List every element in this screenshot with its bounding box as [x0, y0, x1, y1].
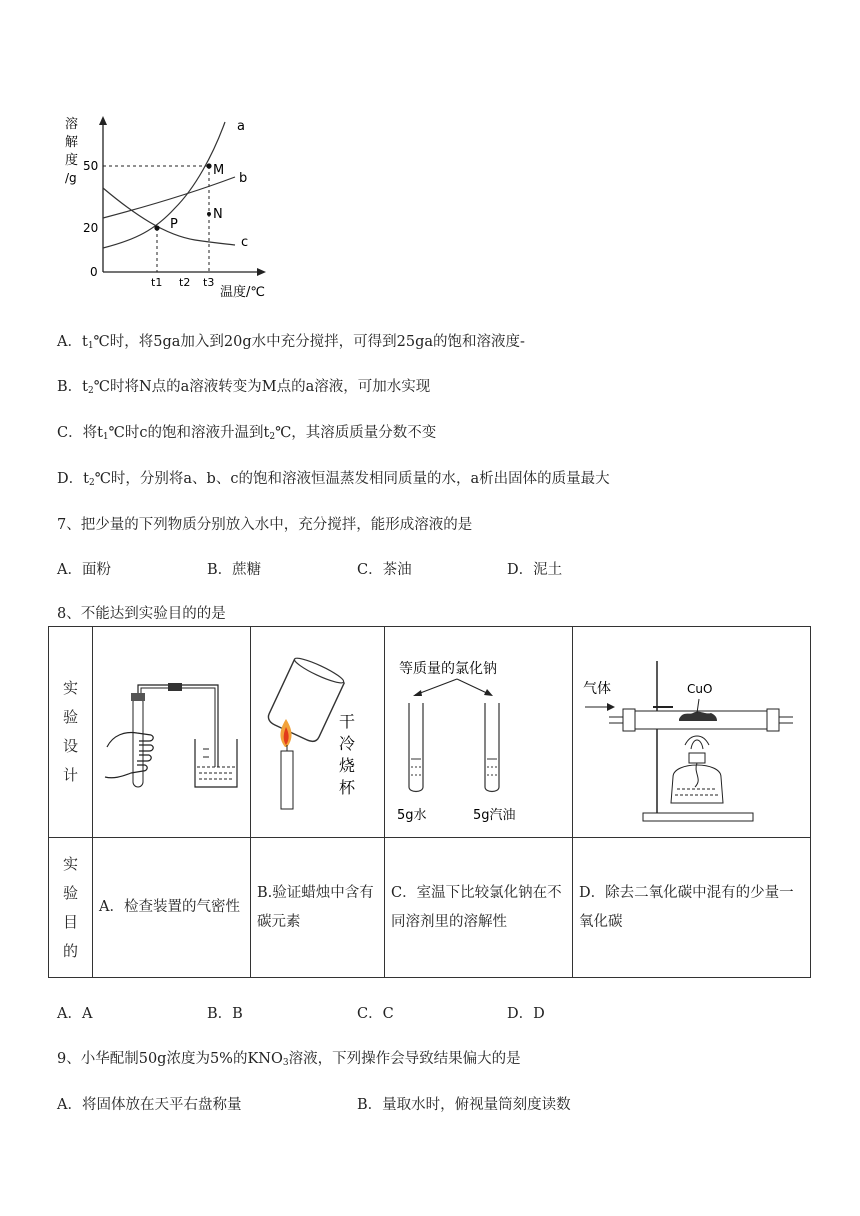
q8-option-d: D．D: [507, 1006, 545, 1022]
q7-option-b: B．蔗糖: [207, 562, 262, 578]
y-tick-0: 0: [90, 265, 98, 279]
goal-c: C．室温下比较氯化钠在不同溶剂里的溶解性: [385, 838, 573, 978]
q7-option-d: D．泥土: [507, 562, 563, 578]
solubility-graph: [55, 110, 285, 300]
curve-a: [103, 122, 225, 248]
goal-b: B.验证蜡烛中含有碳元素: [251, 838, 385, 978]
q8-option-b: B．B: [207, 1006, 243, 1022]
y-label-2: 解: [65, 135, 79, 150]
goal-a: A．检查装置的气密性: [93, 838, 251, 978]
q9-option-a: A．将固体放在天平右盘称量: [57, 1097, 242, 1113]
svg-text:等质量的氯化钠: 等质量的氯化钠: [399, 661, 497, 677]
y-tick-50: 50: [83, 159, 99, 173]
solubility-comparison-apparatus: [385, 627, 571, 833]
figure-c-cell: [385, 627, 573, 838]
q6-option-d: D．$t_2℃$时，分别将a、b、c的饱和溶液恒温蒸发相同质量的水，a析出固体的质量最大: [57, 471, 610, 488]
q8-option-c: C．C: [357, 1006, 394, 1022]
svg-text:气体: 气体: [583, 681, 611, 697]
figure-a-cell: [93, 627, 251, 838]
cuo-reduction-apparatus: [573, 627, 809, 833]
svg-text:5g水: 5g水: [397, 808, 427, 823]
figure-b-cell: [251, 627, 385, 838]
svg-text:烧: 烧: [339, 756, 356, 775]
svg-text:5g汽油: 5g汽油: [473, 808, 516, 823]
y-tick-20: 20: [83, 221, 99, 235]
q8-stem: 8、不能达到实验目的的是: [57, 606, 226, 622]
experiment-table: [48, 626, 811, 978]
point-label-n: N: [213, 207, 223, 222]
row-label-design: 实 验 设 计: [49, 627, 93, 838]
point-label-m: M: [213, 163, 225, 178]
candle-beaker-apparatus: [251, 627, 383, 833]
point-label-p: P: [170, 217, 178, 232]
x-tick-t1: t1: [151, 276, 163, 289]
y-label-1: 溶: [65, 117, 79, 132]
q8-option-a: A．A: [57, 1006, 93, 1022]
svg-text:冷: 冷: [339, 734, 356, 753]
curve-label-c: c: [241, 235, 249, 250]
q7-option-a: A．面粉: [57, 562, 111, 578]
row-label-goal: 实 验 目 的: [49, 838, 93, 978]
q6-option-c: C．将$t_1℃$时c的饱和溶液升温到$t_2℃$，其溶质质量分数不变: [57, 425, 437, 442]
goal-d: D．除去二氧化碳中混有的少量一氧化碳: [573, 838, 811, 978]
q6-option-b: B．$t_2℃$时将N点的a溶液转变为M点的a溶液，可加水实现: [57, 379, 431, 396]
q9-stem: 9、小华配制50g浓度为5%的$KNO_3$溶液，下列操作会导致结果偏大的是: [57, 1051, 521, 1068]
q7-option-c: C．茶油: [357, 562, 412, 578]
svg-text:干: 干: [339, 712, 356, 731]
x-tick-t3: t3: [203, 276, 215, 289]
airtightness-apparatus: [93, 627, 249, 833]
y-label-3: 度: [65, 153, 79, 168]
y-label-4: /g: [65, 171, 77, 185]
curve-label-b: b: [239, 171, 248, 186]
x-axis-label: 温度/℃: [220, 285, 265, 300]
q6-option-a: A．$t_1℃$时，将5ga加入到20g水中充分搅拌，可得到25ga的饱和溶液度-: [57, 334, 525, 351]
svg-text:CuO: CuO: [687, 682, 713, 696]
x-tick-t2: t2: [179, 276, 191, 289]
q7-stem: 7、把少量的下列物质分别放入水中，充分搅拌，能形成溶液的是: [57, 517, 473, 533]
svg-text:杯: 杯: [339, 778, 356, 797]
q9-option-b: B．量取水时，俯视量筒刻度读数: [357, 1097, 571, 1113]
curve-label-a: a: [237, 119, 245, 134]
figure-d-cell: [573, 627, 811, 838]
